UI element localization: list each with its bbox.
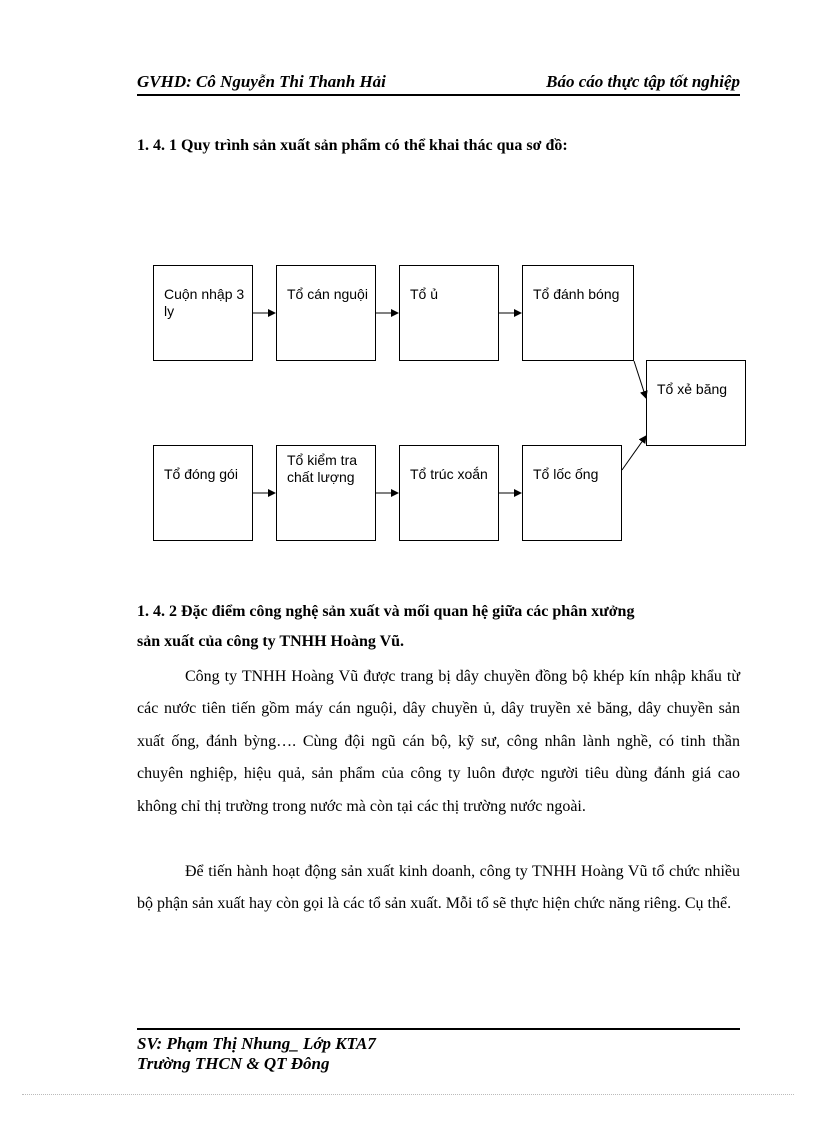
box-label: Tổ lốc ống <box>533 466 599 482</box>
header-advisor: GVHD: Cô Nguyễn Thi Thanh Hải <box>137 72 386 91</box>
box-label: Tổ xẻ băng <box>657 381 728 397</box>
box-label: Tổ đóng gói <box>164 466 238 482</box>
box-label: Tổ ủ <box>410 286 439 302</box>
box-label: Tổ trúc xoắn <box>410 466 488 482</box>
page-footer <box>137 1034 376 1074</box>
section-2-title-line2: sản xuất của công ty TNHH Hoàng Vũ. <box>137 633 405 650</box>
footer-school: Trường THCN & QT Đông <box>137 1054 330 1073</box>
arrow-xe-bang-to-loc-ong <box>622 436 646 470</box>
paragraph-2: Để tiến hành hoạt động sản xuất kinh doanh, công ty TNHH Hoàng Vũ tổ chức nhiều bộ phận sản xuất hay còn gọi là các tổ sản xuất. Mỗi tổ sẽ thực hiện chức năng riêng. Cụ thể. <box>137 863 740 913</box>
paragraph-1: Công ty TNHH Hoàng Vũ được trang bị dây chuyền đồng bộ khép kín nhập khẩu từ các nước tiên tiến gồm máy cán nguội, dây chuyền ủ, dây truyền xẻ băng, dây chuyền sản xuất ống, đánh bỳng…. Cùng đội ngũ cán bộ, kỹ sư, công nhân lành nghề, có tinh thần chuyên nghiệp, hiệu quả, sản phẩm của công ty luôn được người tiêu dùng đánh giá cao không chỉ thị trường trong nước mà còn tại các thị trường nước ngoài. <box>137 668 740 815</box>
section-2-title-line1: 1. 4. 2 Đặc điểm công nghệ sản xuất và mối quan hệ giữa các phân xưởng <box>137 603 635 620</box>
section-1-title: 1. 4. 1 Quy trình sản xuất sản phẩm có thể khai thác qua sơ đồ: <box>137 137 568 154</box>
box-label: Tổ kiểm tra chất lượng <box>287 452 358 485</box>
arrow-danh-bong-to-xe-bang <box>634 361 646 398</box>
header-report-title: Báo cáo thực tập tốt nghiệp <box>546 72 740 91</box>
page-bottom-dotted-rule <box>22 1094 794 1095</box>
footer-divider <box>137 1028 740 1030</box>
box-label: Cuộn nhập 3 ly <box>164 286 245 319</box>
box-label: Tổ đánh bóng <box>533 286 620 302</box>
box-label: Tổ cán nguội <box>287 286 368 302</box>
section-2-title <box>137 597 747 657</box>
footer-student: SV: Phạm Thị Nhung_ Lớp KTA7 <box>137 1034 376 1053</box>
